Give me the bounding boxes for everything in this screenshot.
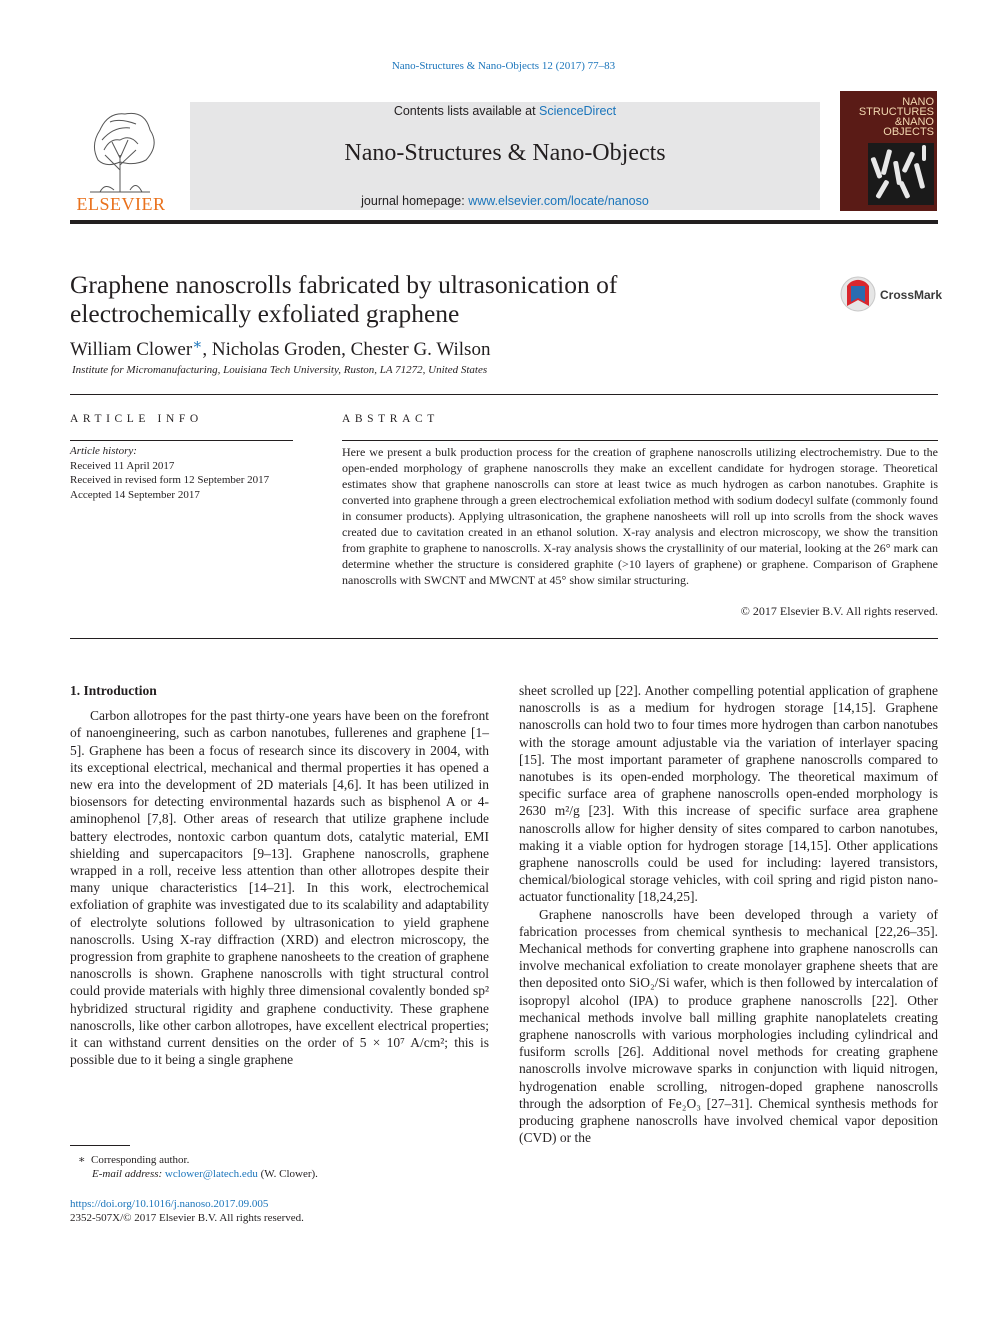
corresponding-author-note: Corresponding author. — [90, 1154, 190, 1166]
email-suffix: (W. Clower). — [260, 1168, 318, 1180]
journal-homepage-link[interactable]: www.elsevier.com/locate/nanoso — [468, 194, 649, 208]
accepted-date: Accepted 14 September 2017 — [70, 488, 200, 501]
body-paragraph: sheet scrolled up [22]. Another compelling potential application of graphene nanoscrolls is as a medium for hydrogen storage [14,15]. Graphene nanoscrolls can hold two to four times more hydrogen than carbon nanotubes with the storage amount adjustable via the variation of interlayer spacing [15]. The most important parameter of graphene nanoscrolls compared to nanotubes is its open-ended morphology. The theoretical maximum of specific surface area of graphene nanoscrolls open-ended morphology is 2630 m²/g [23]. With this increase of specific surface area graphene nanoscrolls allow for higher density of sites compared to carbon nanotubes, making it a viable option for hydrogen storage [14,15]. Other applications graphene nanoscrolls could be used for including: layered transistors, chemical/biological storage vehicles, with coil spring and rigid piston nano-actuator functionality [18,24,25]. — [519, 683, 938, 905]
author-list — [70, 335, 490, 361]
issn-copyright: 2352-507X/© 2017 Elsevier B.V. All rights reserved. — [70, 1212, 304, 1224]
introduction-heading: 1. Introduction — [70, 683, 157, 698]
cover-title-line: OBJECTS — [883, 126, 934, 138]
contents-prefix: Contents lists available at — [393, 104, 536, 118]
homepage-prefix: journal homepage: — [361, 194, 465, 208]
journal-cover-image — [840, 91, 937, 211]
email-link[interactable]: wclower@latech.edu — [164, 1168, 258, 1180]
email-label: E-mail address: — [92, 1168, 163, 1180]
footnote-marker: ∗ — [78, 1154, 86, 1166]
abstract-heading: ABSTRACT — [342, 413, 439, 425]
footnote-rule — [70, 1145, 130, 1146]
journal-masthead — [190, 102, 820, 210]
article-title: Graphene nanoscrolls fabricated by ultrasonication of electrochemically exfoliated graphene — [70, 270, 618, 328]
doi-link[interactable]: https://doi.org/10.1016/j.nanoso.2017.09.005 — [70, 1198, 269, 1210]
author-names-rest: , Nicholas Groden, Chester G. Wilson — [202, 339, 491, 360]
abstract-text: Here we present a bulk production process for the creation of graphene nanoscrolls utilizing electrochemistry. Due to the open-ended morphology of graphene nanoscrolls they make an excellent candidate for hydrogen storage. Theoretical estimates show that graphene nanoscrolls can store at least twice as much hydrogen as carbon nanotubes. Graphite is converted into graphene through a green electrochemical exfoliation method with sodium dodecyl sulfate (commonly found in consumer products). Applying ultrasonication, the graphene nanosheets will roll up into scrolls from the shock waves created due to cavitation created in an ethanol solution. X-ray analysis and electron microscopy, we show the transition from graphite to graphene to nanoscrolls. X-ray analysis shows the crystallinity of our material, looking at the 26° mark can determine whether the structure is considered graphite (>10 layers of graphene) or graphene. Comparison of Graphene nanoscrolls with SWCNT and MWCNT at 45° show similar structuring. — [342, 445, 938, 587]
contents-line — [190, 104, 820, 118]
author-name: William Clower — [70, 339, 193, 360]
article-history — [70, 444, 300, 502]
revised-date: Received in revised form 12 September 2017 — [70, 474, 270, 487]
affiliation: Institute for Micromanufacturing, Louisiana Tech University, Ruston, LA 71272, United States — [72, 364, 488, 376]
cover-title-line: NANO — [902, 96, 934, 108]
elsevier-wordmark: ELSEVIER — [76, 194, 166, 214]
crossmark-label[interactable]: CrossMark — [880, 288, 943, 302]
body-rule — [70, 638, 938, 639]
homepage-line — [190, 194, 820, 208]
body-column-right — [519, 682, 938, 1146]
cover-title-line: STRUCTURES — [858, 106, 934, 118]
cover-title — [848, 97, 934, 137]
history-label: Article history: — [70, 445, 137, 457]
abstract-copyright: © 2017 Elsevier B.V. All rights reserved. — [740, 604, 938, 618]
article-info-rule — [70, 440, 293, 441]
cover-nanostructure-graphic — [868, 143, 934, 205]
corresponding-author-marker[interactable]: ∗ — [192, 337, 203, 353]
header-rule — [70, 220, 938, 224]
body-paragraph: Graphene nanoscrolls have been developed through a variety of fabrication processes from chemical synthesis to mechanical [22,26–35]. Mechanical methods for converting graphene into graphene nanoscrolls can involve mechanical exfoliation to create monolayer graphene sheets that are then deposited onto SiO₂/Si wafer, which is then followed by intercalation of isopropyl alcohol (IPA) to produce graphene nanoscrolls [22]. Other mechanical methods involve ball milling graphite nanoplatelets creating graphene nanoscrolls with various morphologies including cylindrical and fusiform scrolls [26]. Additional novel methods for creating graphene nanoscrolls involve microwave sparks in conjunction with liquid nitrogen, hydrogenation enable scrolling, nitrogen-doped graphene nanoscrolls through the adsorption of Fe₂O₃ [27–31]. Chemical synthesis methods for producing graphene nanoscrolls have involved chemical vapor deposition (CVD) or the — [519, 906, 938, 1146]
received-date: Received 11 April 2017 — [70, 459, 175, 472]
body-paragraph: Carbon allotropes for the past thirty-one years have been on the forefront of nanoengineering, such as carbon nanotubes, fullerenes and graphene [1–5]. Graphene has been a focus of research since its discovery in 2004, with its exceptional electrical, mechanical and thermal properties it has opened a new era into the development of 2D materials [4,6]. It has been utilized in biosensors for detecting environmental hazards such as bisphenol A or 4-aminophenol [7,8]. Other areas of research that utilize graphene include battery electrodes, nontoxic carbon quantum dots, catalytic material, EMI shielding and supercapacitors [9–13]. Graphene nanoscrolls, graphene wrapped in a roll, receive less attention than other allotropes despite their many unique characteristics [14–21]. In this work, electrochemical exfoliation of graphite was investigated due to its scalability and adaptability of electrolyte solutions followed by ultrasonication to yield graphene nanoscrolls. Using X-ray diffraction (XRD) and electron microscopy, the progression from graphite to graphene nanosheets to the creation of graphene nanoscrolls is shown. Graphene nanoscrolls with tight structural control could provide materials with highly three dimensional covalently bonded sp² hybridized structural rigidity and graphene conductivity. These graphene nanoscrolls, like other carbon allotropes, have excellent electrical properties; it can withstand current densities on the order of 5 × 10⁷ A/cm²; this is possible due to it being a single graphene — [70, 708, 489, 1068]
article-info-heading: ARTICLE INFO — [70, 413, 203, 425]
footnote — [78, 1153, 318, 1181]
journal-title: Nano-Structures & Nano-Objects — [344, 140, 666, 166]
sciencedirect-link[interactable]: ScienceDirect — [539, 104, 617, 118]
body-column-left — [70, 682, 489, 1068]
cover-title-line: &NANO — [894, 116, 934, 128]
section-rule — [70, 394, 938, 395]
abstract-rule — [342, 440, 938, 441]
journal-reference-link[interactable]: Nano-Structures & Nano-Objects 12 (2017) 77–83 — [391, 60, 616, 72]
